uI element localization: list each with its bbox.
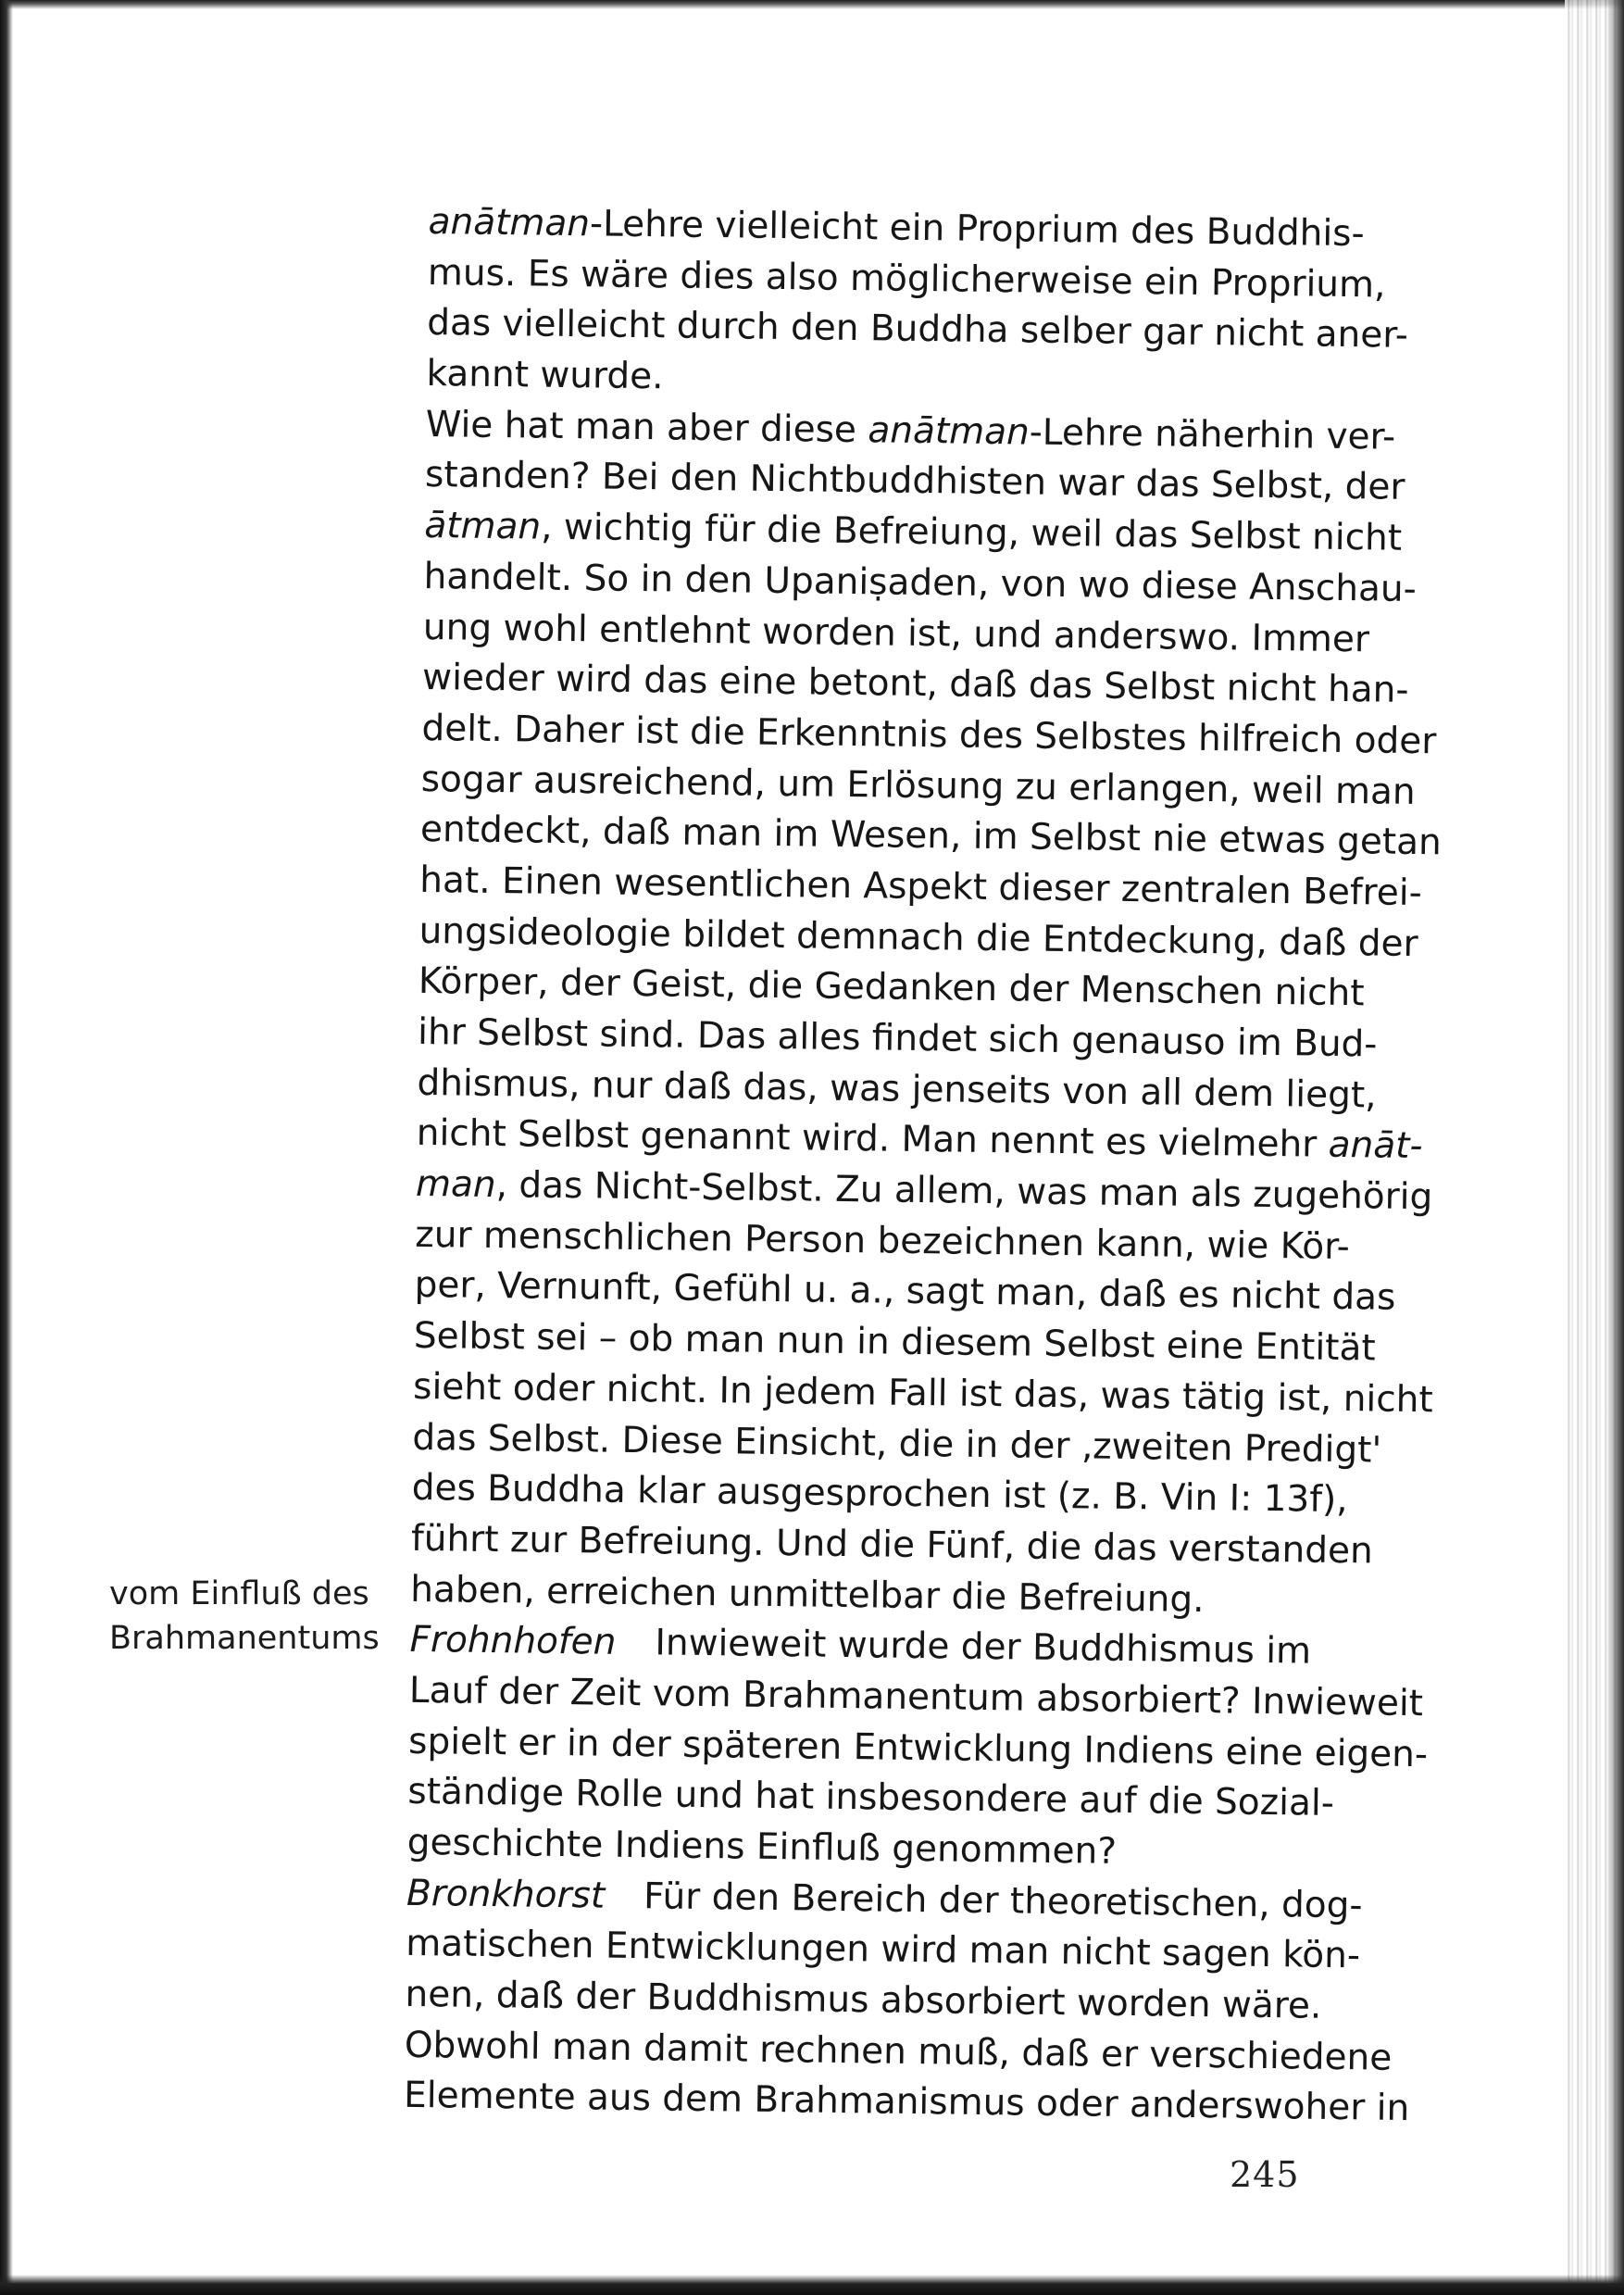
speaker-frohnhofen: Frohnhofen	[409, 1619, 617, 1664]
text-line: Obwohl man damit rechnen muß, daß er verschiedene	[404, 2024, 1393, 2079]
text-line: das vielleicht durch den Buddha selber gar nicht aner-	[426, 302, 1409, 357]
text-line: Lauf der Zeit vom Brahmanentum absorbiert? Inwieweit	[408, 1669, 1424, 1725]
italic-term: anāt-	[1328, 1124, 1423, 1168]
text-line: ständige Rolle und hat insbesondere auf die Sozial-	[407, 1771, 1335, 1825]
text-line: nen, daß der Buddhismus absorbiert worden wäre.	[405, 1973, 1322, 2027]
italic-term: ātman	[424, 505, 542, 548]
speaker-bronkhorst: Bronkhorst	[406, 1872, 606, 1917]
text-line: Körper, der Geist, die Gedanken der Menschen nicht	[418, 960, 1365, 1015]
text-line: ihr Selbst sind. Das alles findet sich genauso im Bud-	[417, 1010, 1378, 1066]
text-line: hat. Einen wesentlichen Aspekt dieser zentralen Befrei-	[419, 859, 1422, 915]
text-line: ung wohl entlehnt worden ist, und anderswo. Immer	[422, 606, 1370, 660]
text-line: matischen Entwicklungen wird man nicht sagen kön-	[406, 1923, 1361, 1977]
text-line: zur menschlichen Person bezeichnen kann, wie Kör-	[415, 1213, 1351, 1268]
text-segment: Wie hat man aber diese	[425, 403, 868, 451]
text-segment: -Lehre näherhin ver-	[1029, 411, 1396, 458]
text-segment: -Lehre vielleicht ein Proprium des Buddhis-	[589, 203, 1365, 256]
body-text	[403, 197, 1443, 2134]
text-line: des Buddha klar ausgesprochen ist (z. B. Vin I: 13f),	[411, 1467, 1348, 1522]
scan-edge-right	[1607, 0, 1624, 2295]
italic-term: anātman	[868, 408, 1031, 454]
text-segment: nicht Selbst genannt wird. Man nennt es vielmehr	[416, 1112, 1329, 1167]
page-number: 245	[1230, 2154, 1300, 2195]
text-line: standen? Bei den Nichtbuddhisten war das Selbst, der	[424, 454, 1405, 509]
margin-note	[109, 1572, 387, 1661]
italic-term: man	[415, 1162, 496, 1207]
text-segment: , wichtig für die Befreiung, weil das Selbst nicht	[540, 506, 1403, 559]
text-line: sogar ausreichend, um Erlösung zu erlangen, weil man	[420, 758, 1416, 813]
text-line: führt zur Befreiung. Und die Fünf, die das verstanden	[410, 1517, 1374, 1573]
text-line: spielt er in der späteren Entwicklung Indiens eine eigen-	[407, 1720, 1429, 1775]
text-segment: Inwieweit wurde der Buddhismus im	[655, 1622, 1312, 1673]
text-segment: Für den Bereich der theoretischen, dog-	[643, 1875, 1363, 1927]
text-line: wieder wird das eine betont, daß das Selbst nicht han-	[421, 657, 1409, 712]
italic-term: anātman	[428, 200, 591, 245]
scan-edge-top	[0, 0, 1624, 9]
margin-note-line: Brahmanentums	[109, 1620, 380, 1657]
text-line: Elemente aus dem Brahmanismus oder anderswoher in	[403, 2075, 1410, 2130]
text-line: haben, erreichen unmittelbar die Befreiung.	[410, 1568, 1205, 1621]
text-line: per, Vernunft, Gefühl u. a., sagt man, daß es nicht das	[414, 1264, 1396, 1320]
text-line: entdeckt, daß man im Wesen, im Selbst nie etwas getan	[419, 809, 1443, 864]
text-segment: , das Nicht-Selbst. Zu allem, was man als zugehörig	[495, 1164, 1433, 1219]
scan-edge-bottom	[0, 2275, 1624, 2295]
text-line: delt. Daher ist die Erkenntnis des Selbstes hilfreich oder	[421, 707, 1437, 763]
text-line: dhismus, nur daß das, was jenseits von all dem liegt,	[417, 1061, 1377, 1117]
scan-edge-left	[0, 0, 13, 2295]
text-line: sieht oder nicht. In jedem Fall ist das, was tätig ist, nicht	[412, 1365, 1434, 1422]
text-line: geschichte Indiens Einfluß genommen?	[406, 1821, 1118, 1873]
text-line: kannt wurde.	[426, 353, 664, 398]
text-line: handelt. So in den Upaniṣaden, von wo diese Anschau-	[423, 555, 1417, 610]
text-line: ungsideologie bildet demnach die Entdeckung, daß der	[418, 909, 1418, 965]
text-line: Selbst sei – ob man nun in diesem Selbst eine Entität	[413, 1315, 1376, 1370]
text-line: das Selbst. Diese Einsicht, die in der ‚zweiten Predigt'	[412, 1416, 1382, 1472]
text-line: mus. Es wäre dies also möglicherweise ein Proprium,	[427, 251, 1386, 307]
margin-note-line: vom Einfluß des	[109, 1575, 369, 1612]
